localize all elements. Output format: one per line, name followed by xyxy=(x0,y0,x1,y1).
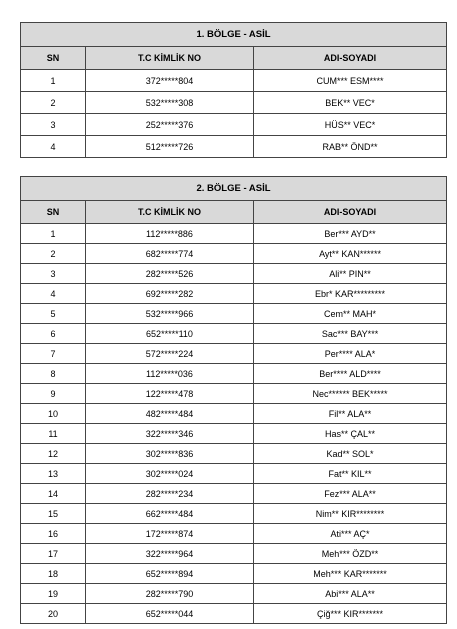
cell-id-number: 682*****774 xyxy=(86,244,254,264)
cell-sn: 17 xyxy=(21,544,86,564)
table-row xyxy=(21,70,447,92)
cell-name: Per**** ALA* xyxy=(254,344,447,364)
cell-id-number: 652*****110 xyxy=(86,324,254,344)
cell-sn: 1 xyxy=(21,224,86,244)
cell-name: Sac*** BAY*** xyxy=(254,324,447,344)
cell-sn: 5 xyxy=(21,304,86,324)
cell-sn: 4 xyxy=(21,284,86,304)
cell-id-number: 532*****308 xyxy=(86,92,254,114)
column-header-sn: SN xyxy=(21,47,86,70)
table-row xyxy=(21,484,447,504)
cell-id-number: 482*****484 xyxy=(86,404,254,424)
cell-id-number: 372*****804 xyxy=(86,70,254,92)
cell-name: Ali** PIN** xyxy=(254,264,447,284)
column-header-id-number: T.C KİMLİK NO xyxy=(86,47,254,70)
cell-id-number: 282*****234 xyxy=(86,484,254,504)
cell-name: HÜS** VEC* xyxy=(254,114,447,136)
table-row xyxy=(21,324,447,344)
table-row xyxy=(21,504,447,524)
cell-id-number: 572*****224 xyxy=(86,344,254,364)
cell-id-number: 532*****966 xyxy=(86,304,254,324)
cell-name: BEK** VEC* xyxy=(254,92,447,114)
cell-id-number: 322*****346 xyxy=(86,424,254,444)
cell-sn: 8 xyxy=(21,364,86,384)
cell-name: Nec****** BEK***** xyxy=(254,384,447,404)
cell-id-number: 692*****282 xyxy=(86,284,254,304)
table-row xyxy=(21,224,447,244)
cell-sn: 12 xyxy=(21,444,86,464)
cell-name: Meh*** KAR******* xyxy=(254,564,447,584)
cell-name: Cem** MAH* xyxy=(254,304,447,324)
table-row xyxy=(21,464,447,484)
table-row xyxy=(21,584,447,604)
cell-sn: 1 xyxy=(21,70,86,92)
cell-sn: 20 xyxy=(21,604,86,624)
cell-name: Ebr* KAR********* xyxy=(254,284,447,304)
cell-name: Ati*** AÇ* xyxy=(254,524,447,544)
cell-name: Has** ÇAL** xyxy=(254,424,447,444)
table-row xyxy=(21,604,447,624)
table-row xyxy=(21,364,447,384)
table-row xyxy=(21,344,447,364)
table-row xyxy=(21,544,447,564)
table-row xyxy=(21,304,447,324)
cell-sn: 3 xyxy=(21,264,86,284)
region-2-title: 2. BÖLGE - ASİL xyxy=(21,177,447,201)
cell-name: Çiğ*** KIR******* xyxy=(254,604,447,624)
table-row xyxy=(21,114,447,136)
table-row xyxy=(21,284,447,304)
cell-id-number: 112*****036 xyxy=(86,364,254,384)
cell-sn: 6 xyxy=(21,324,86,344)
cell-sn: 19 xyxy=(21,584,86,604)
cell-sn: 16 xyxy=(21,524,86,544)
table-row xyxy=(21,404,447,424)
cell-id-number: 662*****484 xyxy=(86,504,254,524)
cell-name: Meh*** ÖZD** xyxy=(254,544,447,564)
table-row xyxy=(21,424,447,444)
column-header-name: ADI-SOYADI xyxy=(254,201,447,224)
cell-name: Ber*** AYD** xyxy=(254,224,447,244)
cell-name: Fez*** ALA** xyxy=(254,484,447,504)
region-1-title: 1. BÖLGE - ASİL xyxy=(21,23,447,47)
region-2-table xyxy=(20,176,447,624)
table-row xyxy=(21,444,447,464)
cell-name: Abi*** ALA** xyxy=(254,584,447,604)
cell-sn: 2 xyxy=(21,244,86,264)
cell-id-number: 112*****886 xyxy=(86,224,254,244)
cell-sn: 7 xyxy=(21,344,86,364)
cell-name: Kad** SOL* xyxy=(254,444,447,464)
table-row xyxy=(21,564,447,584)
cell-id-number: 122*****478 xyxy=(86,384,254,404)
cell-name: RAB** ÖND** xyxy=(254,136,447,158)
cell-name: Ayt** KAN****** xyxy=(254,244,447,264)
column-header-sn: SN xyxy=(21,201,86,224)
cell-id-number: 302*****836 xyxy=(86,444,254,464)
cell-sn: 13 xyxy=(21,464,86,484)
table-row xyxy=(21,92,447,114)
table-row xyxy=(21,136,447,158)
cell-name: Ber**** ALD**** xyxy=(254,364,447,384)
cell-sn: 14 xyxy=(21,484,86,504)
cell-sn: 3 xyxy=(21,114,86,136)
cell-sn: 2 xyxy=(21,92,86,114)
cell-id-number: 282*****790 xyxy=(86,584,254,604)
column-header-id-number: T.C KİMLİK NO xyxy=(86,201,254,224)
cell-name: CUM*** ESM**** xyxy=(254,70,447,92)
cell-name: Fat** KIL** xyxy=(254,464,447,484)
table-row xyxy=(21,384,447,404)
cell-id-number: 652*****894 xyxy=(86,564,254,584)
cell-sn: 11 xyxy=(21,424,86,444)
cell-sn: 9 xyxy=(21,384,86,404)
cell-sn: 18 xyxy=(21,564,86,584)
column-header-name: ADI-SOYADI xyxy=(254,47,447,70)
cell-id-number: 172*****874 xyxy=(86,524,254,544)
cell-sn: 15 xyxy=(21,504,86,524)
cell-id-number: 512*****726 xyxy=(86,136,254,158)
table-row xyxy=(21,524,447,544)
cell-id-number: 322*****964 xyxy=(86,544,254,564)
cell-id-number: 302*****024 xyxy=(86,464,254,484)
cell-id-number: 252*****376 xyxy=(86,114,254,136)
table-row xyxy=(21,264,447,284)
cell-id-number: 652*****044 xyxy=(86,604,254,624)
cell-sn: 10 xyxy=(21,404,86,424)
cell-id-number: 282*****526 xyxy=(86,264,254,284)
cell-name: Nim** KIR******** xyxy=(254,504,447,524)
cell-name: Fil** ALA** xyxy=(254,404,447,424)
region-1-table xyxy=(20,22,447,158)
cell-sn: 4 xyxy=(21,136,86,158)
table-row xyxy=(21,244,447,264)
